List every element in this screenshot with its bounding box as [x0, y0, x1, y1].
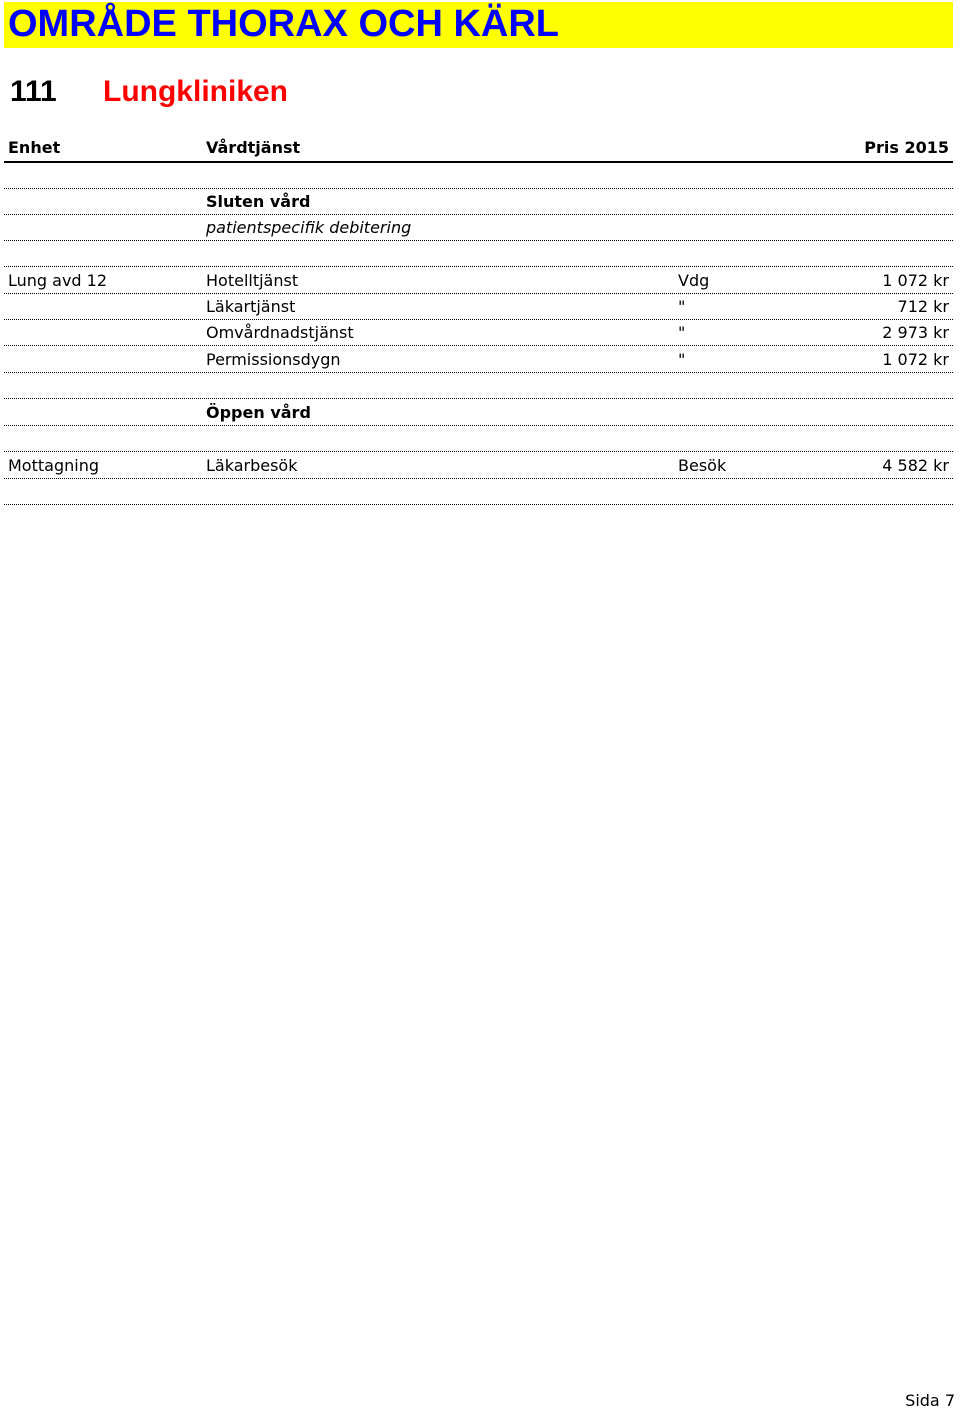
- row-per: Vdg: [678, 271, 710, 290]
- section-title-row: [4, 399, 953, 426]
- row-per: ": [678, 323, 686, 342]
- table-row: [4, 293, 953, 320]
- header-service: Vårdtjänst: [206, 138, 301, 157]
- area-title: OMRÅDE THORAX OCH KÄRL: [8, 3, 559, 45]
- row-unit: Lung avd 12: [8, 271, 108, 290]
- spacer-row: [4, 162, 953, 189]
- page-number: Sida 7: [905, 1391, 955, 1410]
- clinic-code: 111: [10, 75, 57, 108]
- row-price: 4 582 kr: [882, 456, 949, 475]
- row-price: 712 kr: [897, 297, 949, 316]
- row-price: 1 072 kr: [882, 350, 949, 369]
- table-row: [4, 319, 953, 346]
- header-price: Pris 2015: [864, 138, 949, 157]
- row-service: Omvårdnadstjänst: [206, 323, 354, 342]
- section-subtitle-row: [4, 214, 953, 241]
- table-row: [4, 267, 953, 294]
- section-title-row: [4, 188, 953, 215]
- row-per: ": [678, 297, 686, 316]
- clinic-name: Lungkliniken: [103, 75, 289, 108]
- row-price: 2 973 kr: [882, 323, 949, 342]
- row-per: ": [678, 350, 686, 369]
- section-title: Öppen vård: [206, 403, 311, 422]
- table-header: [4, 135, 953, 163]
- row-per: Besök: [678, 456, 727, 475]
- row-service: Läkarbesök: [206, 456, 298, 475]
- spacer-row: [4, 372, 953, 399]
- row-service: Läkartjänst: [206, 297, 296, 316]
- row-price: 1 072 kr: [882, 271, 949, 290]
- row-unit: Mottagning: [8, 456, 99, 475]
- section-subtitle: patientspecifik debitering: [206, 218, 412, 237]
- table-row: [4, 346, 953, 373]
- spacer-row: [4, 425, 953, 452]
- spacer-row: [4, 478, 953, 505]
- section-title: Sluten vård: [206, 192, 311, 211]
- table-row: [4, 452, 953, 479]
- row-service: Permissionsdygn: [206, 350, 341, 369]
- header-unit: Enhet: [8, 138, 61, 157]
- spacer-row: [4, 240, 953, 267]
- row-service: Hotelltjänst: [206, 271, 299, 290]
